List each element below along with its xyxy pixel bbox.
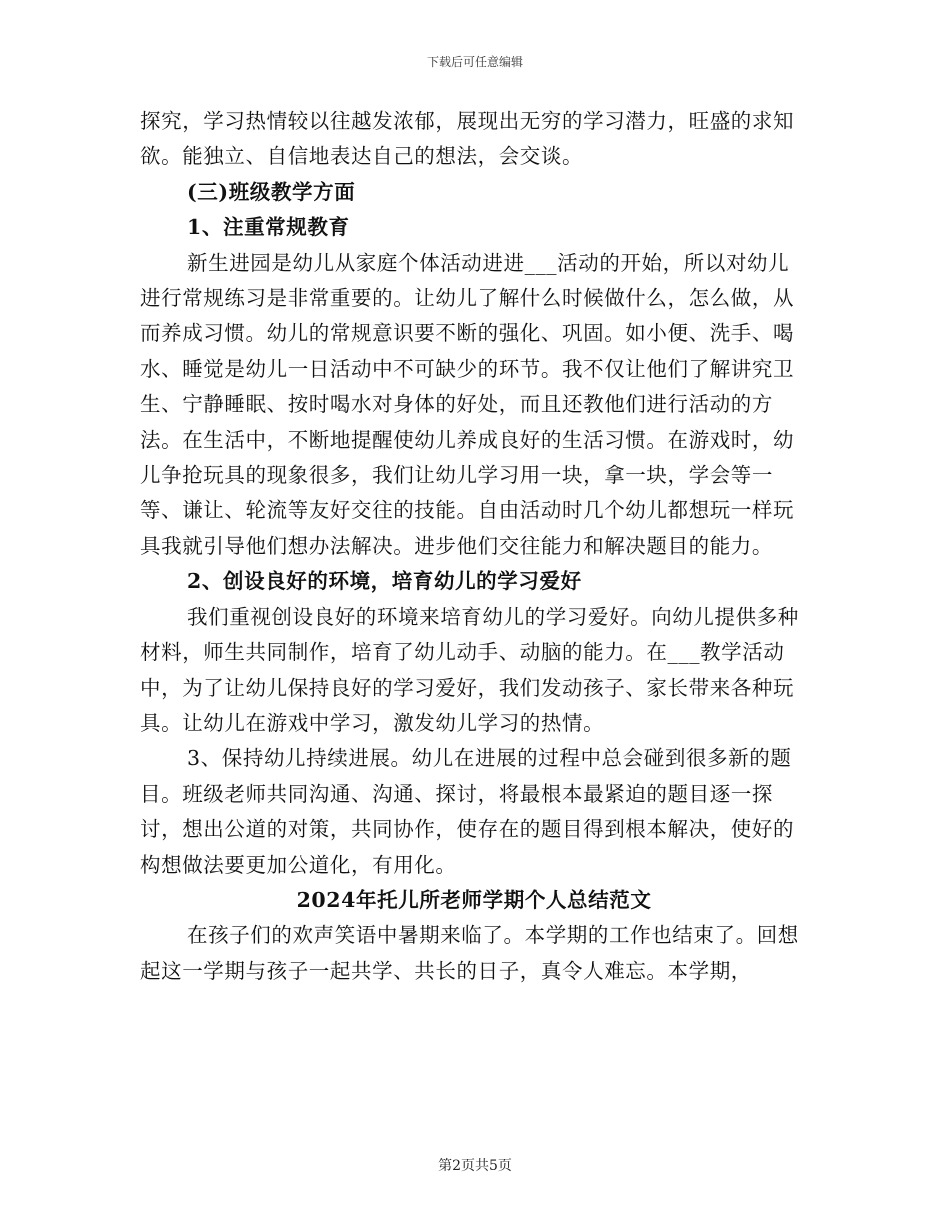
paragraph-continuation: 探究，学习热情较以往越发浓郁，展现出无穷的学习潜力，旺盛的求知欲。能独立、自信地表达自己的想法，会交谈。 <box>140 109 795 169</box>
paragraph-summary-intro: 在孩子们的欢声笑语中暑期来临了。本学期的工作也结束了。回想起这一学期与孩子一起共学、共长的日子，真令人难忘。本学期， <box>140 923 799 983</box>
paragraph-environment: 我们重视创设良好的环境来培育幼儿的学习爱好。向幼儿提供多种材料，师生共同制作，培育了幼儿动手、动脑的能力。在___教学活动中，为了让幼儿保持良好的学习爱好，我们发动孩子、家长带来各种玩具。让幼儿在游戏中学习，激发幼儿学习的热情。 <box>140 604 799 735</box>
paragraph-routine-education: 新生进园是幼儿从家庭个体活动进进___活动的开始，所以对幼儿进行常规练习是非常重要的。让幼儿了解什么时候做什么，怎么做，从而养成习惯。幼儿的常规意识要不断的强化、巩固。如小便、洗手、喝水、睡觉是幼儿一日活动中不可缺少的环节。我不仅让他们了解讲究卫生、宁静睡眠、按时喝水对身体的好处，而且还教他们进行活动的方法。在生活中，不断地提醒使幼儿养成良好的生活习惯。在游戏时，幼儿争抢玩具的现象很多，我们让幼儿学习用一块，拿一块，学会等一等、谦让、轮流等友好交往的技能。自由活动时几个幼儿都想玩一样玩具我就引导他们想办法解决。进步他们交往能力和解决题目的能力。 <box>140 250 795 558</box>
page-header-note: 下载后可任意编辑 <box>426 55 523 69</box>
page-number-footer: 第2页共5页 <box>438 1158 512 1174</box>
document-body <box>140 104 808 989</box>
paragraph-continuous-progress: 3、保持幼儿持续进展。幼儿在进展的过程中总会碰到很多新的题目。班级老师共同沟通、沟通、探讨，将最根本最紧迫的题目逐一探讨，想出公道的对策，共同协作，使存在的题目得到根本解决，使好的构想做法要更加公道化，有用化。 <box>140 746 795 877</box>
document-title-2024-summary: 2024年托儿所老师学期个人总结范文 <box>296 887 652 912</box>
subheading-environment: 2、创设良好的环境，培育幼儿的学习爱好 <box>187 569 582 594</box>
subheading-routine-education: 1、注重常规教育 <box>187 215 350 240</box>
section-heading-class-teaching: (三)班级教学方面 <box>187 179 356 204</box>
